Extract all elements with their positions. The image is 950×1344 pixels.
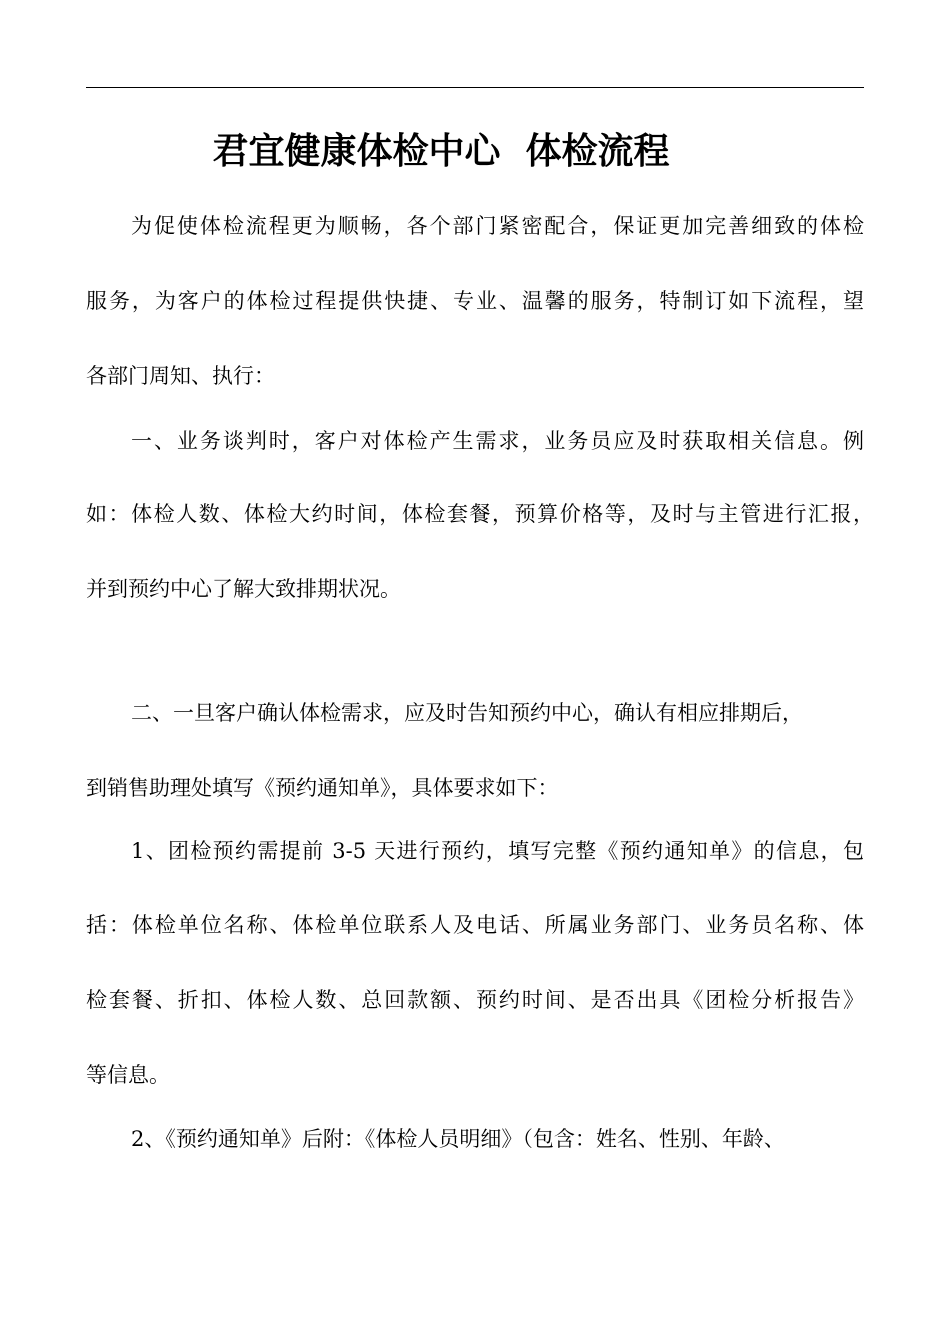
item2-line-1: 2、《预约通知单》后附：《体检人员明细》（包含：姓名、性别、年龄、 xyxy=(131,1127,785,1151)
section1-line-2: 如：体检人数、体检大约时间，体检套餐，预算价格等，及时与主管进行汇报， xyxy=(86,502,874,526)
intro-line-1: 为促使体检流程更为顺畅，各个部门紧密配合，保证更加完善细致的体检 xyxy=(131,214,864,238)
item1-line-4: 等信息。 xyxy=(86,1063,170,1087)
intro-line-3: 各部门周知、执行： xyxy=(86,364,275,388)
item1-line-2: 括：体检单位名称、体检单位联系人及电话、所属业务部门、业务员名称、体 xyxy=(86,913,864,937)
section2-line-2: 到销售助理处填写《预约通知单》，具体要求如下： xyxy=(86,776,559,800)
document-title: 君宜健康体检中心 体检流程 xyxy=(212,131,670,172)
item1-line-3: 检套餐、折扣、体检人数、总回款额、预约时间、是否出具《团检分析报告》 xyxy=(86,988,864,1012)
item1-line-1: 1、团检预约需提前 3-5 天进行预约，填写完整《预约通知单》的信息，包 xyxy=(131,839,864,863)
section1-line-1: 一、业务谈判时，客户对体检产生需求，业务员应及时获取相关信息。例 xyxy=(131,429,864,453)
intro-line-2: 服务，为客户的体检过程提供快捷、专业、温馨的服务，特制订如下流程，望 xyxy=(86,289,864,313)
header-rule xyxy=(86,87,864,88)
section1-line-3: 并到预约中心了解大致排期状况。 xyxy=(86,577,401,601)
section2-line-1: 二、一旦客户确认体检需求，应及时告知预约中心，确认有相应排期后， xyxy=(131,701,803,725)
